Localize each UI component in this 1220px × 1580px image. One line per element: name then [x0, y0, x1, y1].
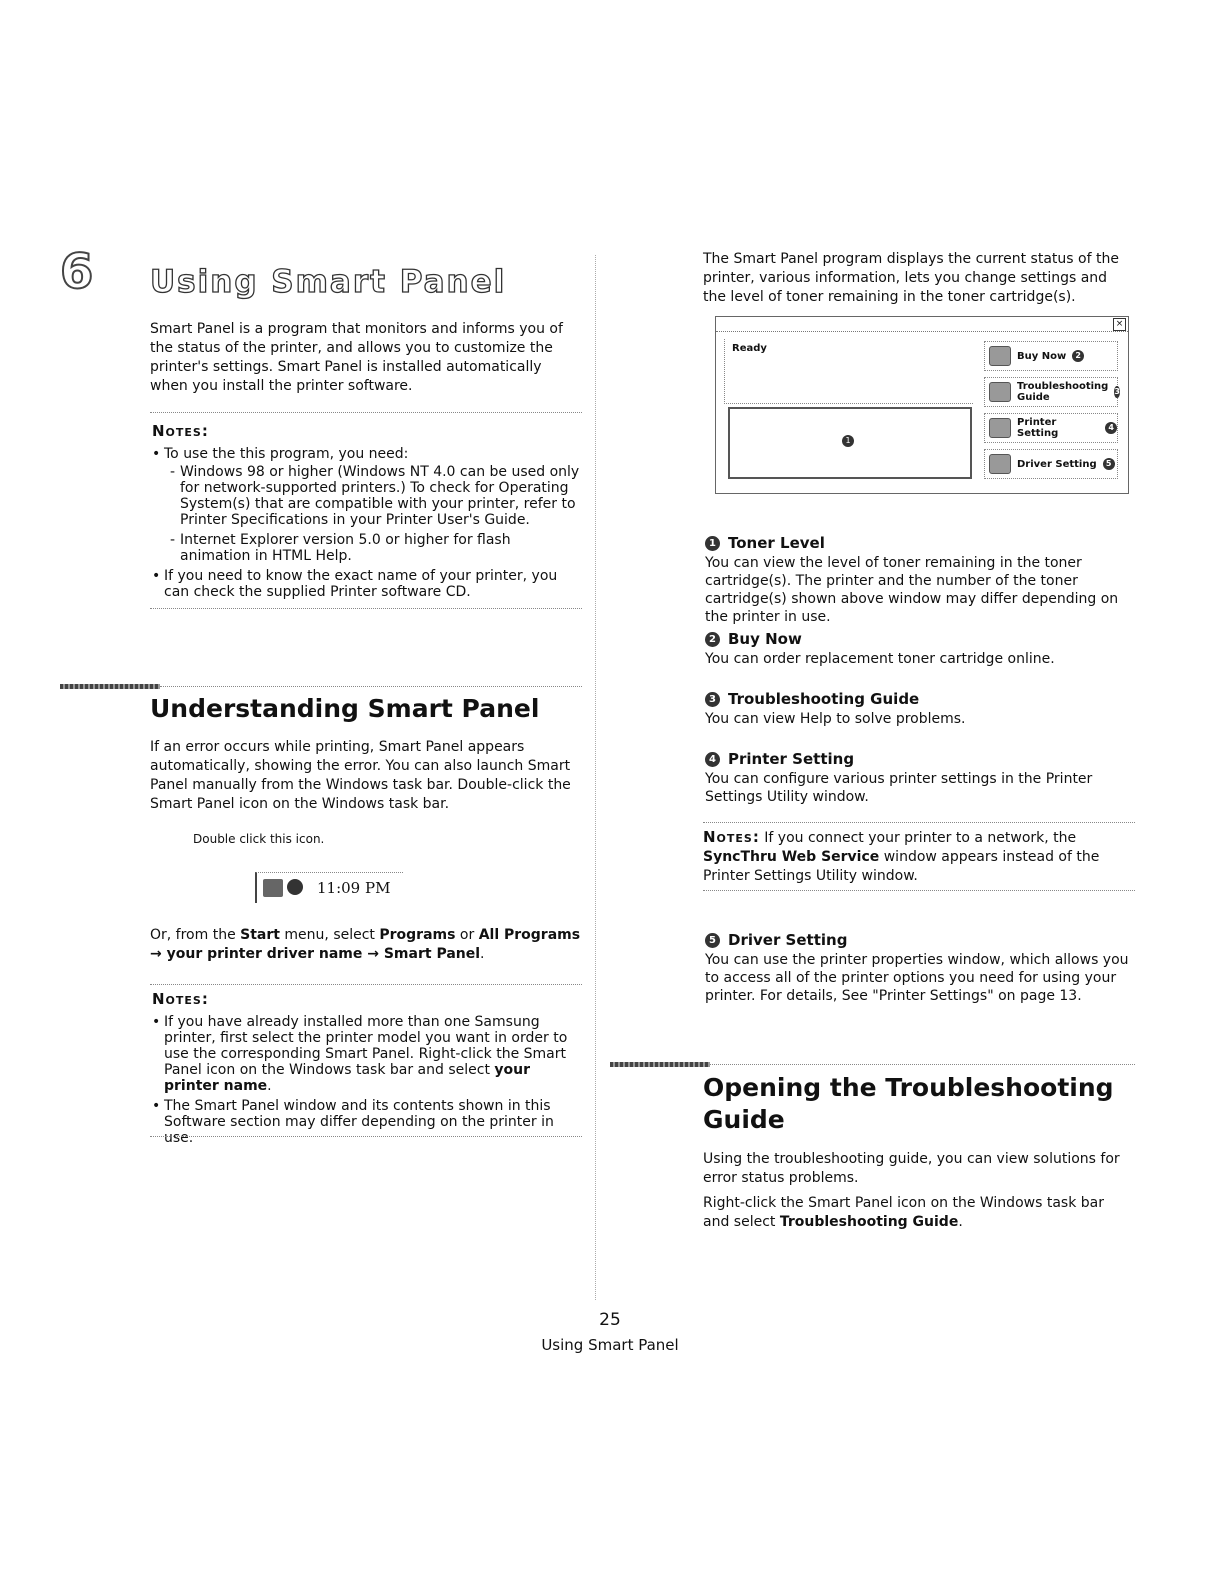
text: menu, select	[279, 927, 380, 943]
toner-level-item	[705, 534, 1133, 626]
item-title-text: Troubleshooting Guide	[728, 690, 920, 708]
number-badge: 3	[705, 692, 720, 707]
notes-divider-bottom	[150, 608, 582, 609]
item-title	[705, 931, 1133, 949]
section-bar	[610, 1062, 710, 1067]
notes3-paragraph	[703, 828, 1135, 886]
notes2-heading: Notes:	[152, 990, 209, 1008]
chapter-number: 6	[60, 244, 94, 300]
number-badge: 5	[1103, 458, 1115, 470]
notes-item-text: To use the this program, you need:	[164, 446, 409, 462]
section-rule	[160, 686, 582, 687]
section-bar	[60, 684, 160, 689]
item-description: You can use the printer properties window, which allows you to access all of the printer options you need for using your printer. For details, See "Printer Settings" on page 13.	[705, 952, 1129, 1004]
button-label: Troubleshooting Guide	[1017, 381, 1109, 403]
section-title: Opening the Troubleshooting Guide	[703, 1073, 1114, 1134]
number-badge: 3	[1114, 387, 1120, 396]
page-number: 25	[599, 1310, 621, 1330]
text: .	[480, 946, 485, 962]
item-title-text: Buy Now	[728, 630, 802, 648]
notes-subitem: - Internet Explorer version 5.0 or higher for flash animation in HTML Help.	[164, 532, 582, 564]
understanding-paragraph: If an error occurs while printing, Smart Panel appears automatically, showing the error. You can also launch Smart Panel manually from the Windows task bar. Double-click the Smart Panel icon on the Windows task bar.	[150, 739, 571, 812]
notes3-heading: Notes:	[703, 828, 760, 846]
smart-panel-text: → Smart Panel	[362, 946, 481, 962]
notes2-list	[150, 1014, 582, 1150]
section-rule	[710, 1064, 1135, 1065]
troubleshoot-paragraph: Using the troubleshooting guide, you can view solutions for error status problems.	[703, 1151, 1120, 1186]
all-programs-text: All Programs	[478, 927, 581, 943]
notes3-divider-bottom	[703, 890, 1135, 891]
number-badge: 1	[705, 536, 720, 551]
text: .	[958, 1214, 963, 1230]
notes-item: • If you need to know the exact name of your printer, you can check the supplied Printer software CD.	[150, 568, 582, 600]
notes2-item: • The Smart Panel window and its contents shown in this Software section may differ depending on the printer in use.	[150, 1098, 582, 1146]
buy-now-item	[705, 630, 1133, 668]
cart-icon	[989, 346, 1011, 366]
chapter-title: Using Smart Panel	[150, 264, 507, 300]
number-badge: 4	[705, 752, 720, 767]
notes-sublist	[164, 464, 582, 564]
notes-divider-top	[150, 412, 582, 413]
troubleshoot-instruction	[703, 1194, 1133, 1232]
notes-subitem: - Windows 98 or higher (Windows NT 4.0 can be used only for network-supported printers.) To check for Operating System(s) that are compatible with your printer, refer to Printer Specifications in your Printer User's Guide.	[164, 464, 582, 528]
text: Or, from the	[150, 927, 241, 943]
button-label: Buy Now	[1017, 350, 1067, 362]
text: If you connect your printer to a network, the	[759, 830, 1077, 846]
item-description: You can order replacement toner cartridge online.	[705, 651, 1055, 667]
footer-title: Using Smart Panel	[541, 1336, 679, 1354]
status-text: Ready	[732, 343, 767, 354]
bold-text: SyncThru Web Service	[703, 849, 880, 865]
driver-name-text: → your printer driver name	[150, 946, 363, 962]
toner-level-area	[728, 407, 972, 479]
item-title-text: Printer Setting	[728, 750, 855, 768]
intro-paragraph: Smart Panel is a program that monitors and informs you of the status of the printer, and allows you to customize the printer's settings. Smart Panel is installed automatically when you install the printer software.	[150, 321, 563, 394]
printer-settings-icon	[989, 418, 1011, 438]
tray-status-icon[interactable]	[287, 879, 303, 895]
button-label: Printer Setting	[1017, 417, 1059, 439]
driver-icon	[989, 454, 1011, 474]
number-badge: 2	[705, 632, 720, 647]
item-description: You can view Help to solve problems.	[705, 711, 966, 727]
text: .	[267, 1078, 272, 1094]
text: or	[455, 927, 479, 943]
or-from-start-paragraph	[150, 926, 582, 964]
start-menu-text: Start	[240, 927, 280, 943]
right-intro-paragraph: The Smart Panel program displays the current status of the printer, various information, lets you change settings and the level of toner remaining in the toner cartridge(s).	[703, 251, 1119, 305]
section-title: Understanding Smart Panel	[150, 694, 540, 723]
notes2-divider-bottom	[150, 1136, 582, 1137]
item-title	[705, 690, 1133, 708]
item-description: You can configure various printer settings in the Printer Settings Utility window.	[705, 771, 1093, 805]
column-divider	[595, 255, 596, 1300]
notes3-divider-top	[703, 822, 1135, 823]
number-badge: 5	[705, 933, 720, 948]
notes2-divider-top	[150, 984, 582, 985]
item-title	[705, 630, 1133, 648]
help-icon	[989, 382, 1011, 402]
windows-taskbar-tray	[255, 872, 403, 903]
printer-setting-button[interactable]	[984, 413, 1118, 443]
driver-setting-button[interactable]	[984, 449, 1118, 479]
smart-panel-window	[715, 316, 1129, 494]
text: If you have already installed more than one Samsung printer, first select the printer model you want in order to use the corresponding Smart Panel. Right-click the Smart Panel icon on the Windows task bar and select	[164, 1014, 568, 1078]
bold-text: your printer name	[164, 1062, 531, 1094]
notes2-item	[150, 1014, 582, 1094]
item-description: You can view the level of toner remaining in the toner cartridge(s). The printer and the number of the toner cartridge(s) shown above window may differ depending on the printer in use.	[705, 555, 1119, 625]
toner-number-badge: 1	[842, 435, 854, 447]
number-badge: 4	[1105, 422, 1117, 434]
window-titlebar	[716, 317, 1128, 332]
item-title	[705, 534, 1133, 552]
bold-text: Troubleshooting Guide	[779, 1214, 959, 1230]
troubleshooting-guide-item	[705, 690, 1133, 728]
text: Right-click the Smart Panel icon on the Windows task bar and select	[703, 1195, 1104, 1230]
item-title	[705, 750, 1133, 768]
troubleshooting-guide-button[interactable]	[984, 377, 1118, 407]
printer-setting-item	[705, 750, 1133, 806]
button-label: Driver Setting	[1017, 458, 1097, 470]
taskbar-clock: 11:09 PM	[317, 879, 391, 897]
text: window appears instead of the Printer Settings Utility window.	[703, 849, 1100, 884]
item-title-text: Driver Setting	[728, 931, 848, 949]
item-title-text: Toner Level	[728, 534, 825, 552]
number-badge: 2	[1072, 350, 1084, 362]
notes-list	[150, 446, 582, 604]
icon-caption: Double click this icon.	[193, 832, 325, 846]
programs-text: Programs	[379, 927, 456, 943]
buy-now-button[interactable]	[984, 341, 1118, 371]
smart-panel-tray-icon[interactable]	[263, 879, 283, 897]
close-icon[interactable]: ×	[1113, 318, 1126, 331]
driver-setting-item	[705, 931, 1133, 1005]
notes-item	[150, 446, 582, 564]
notes-heading: Notes:	[152, 422, 209, 440]
